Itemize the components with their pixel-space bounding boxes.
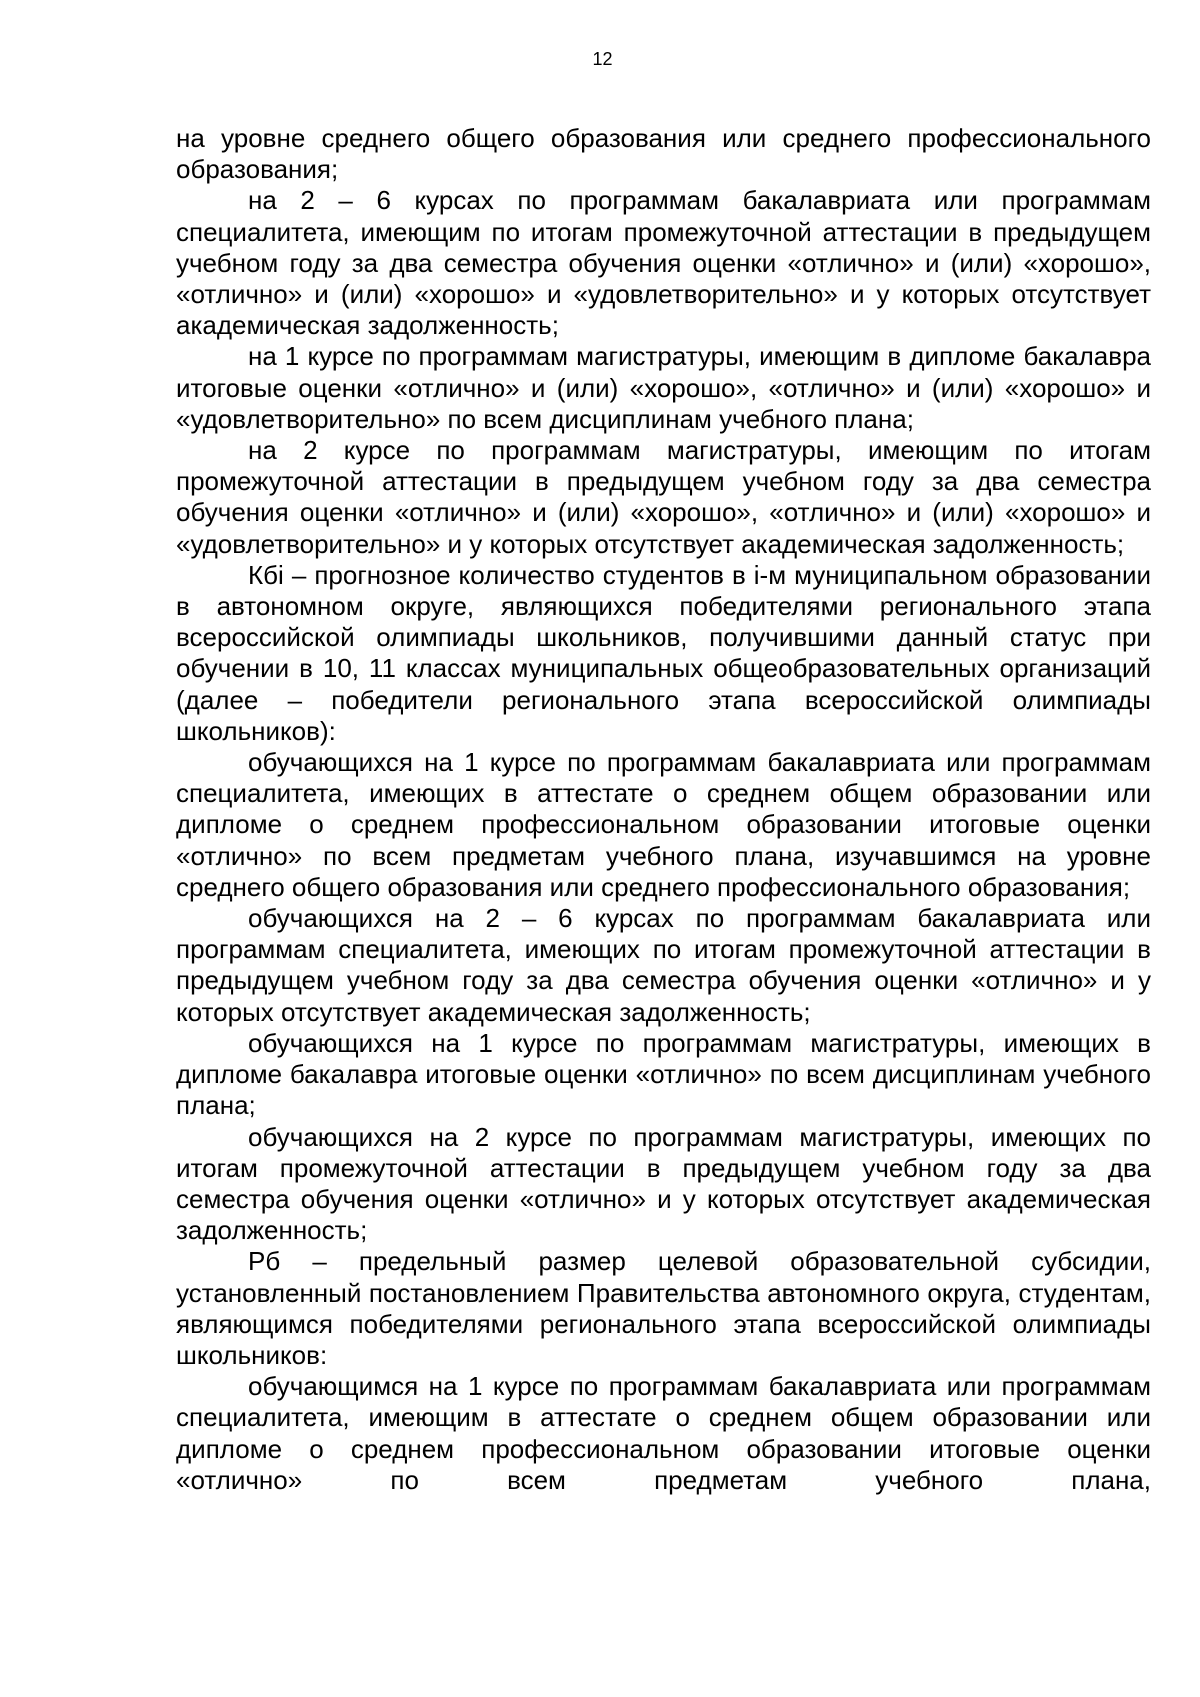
paragraph: на уровне среднего общего образования или среднего профессионального образования; xyxy=(176,123,1151,185)
document-body xyxy=(176,123,1151,1496)
paragraph: обучающихся на 1 курсе по программам бакалавриата или программам специалитета, имеющих в аттестате о среднем общем образовании или дипломе о среднем профессиональном образовании итоговые оценки «отлично» по всем предметам учебного плана, изучавшимся на уровне среднего общего образования или среднего профессионального образования; xyxy=(176,747,1151,902)
paragraph: обучающихся на 2 – 6 курсах по программам бакалавриата или программам специалитета, имеющих по итогам промежуточной аттестации в предыдущем учебном году за два семестра обучения оценки «отлично» и у которых отсутствует академическая задолженность; xyxy=(176,903,1151,1027)
paragraph: Кбi – прогнозное количество студентов в i-м муниципальном образовании в автономном округе, являющихся победителями регионального этапа всероссийской олимпиады школьников, получившими данный статус при обучении в 10, 11 классах муниципальных общеобразовательных организаций (далее – победители регионального этапа всероссийской олимпиады школьников): xyxy=(176,559,1151,746)
paragraph: обучающихся на 1 курсе по программам магистратуры, имеющих в дипломе бакалавра итоговые оценки «отлично» по всем дисциплинам учебного плана; xyxy=(176,1027,1151,1121)
paragraph: на 2 курсе по программам магистратуры, имеющим по итогам промежуточной аттестации в предыдущем учебном году за два семестра обучения оценки «отлично» и (или) «хорошо», «отлично» и (или) «хорошо» и «удовлетворительно» и у которых отсутствует академическая задолженность; xyxy=(176,435,1151,559)
paragraph: обучающимся на 1 курсе по программам бакалавриата или программам специалитета, имеющим в аттестате о среднем общем образовании или дипломе о среднем профессиональном образовании итоговые оценки «отлично» по всем предметам учебного плана, xyxy=(176,1371,1151,1495)
paragraph: Рб – предельный размер целевой образовательной субсидии, установленный постановлением Правительства автономного округа, студентам, являющимся победителями регионального этапа всероссийской олимпиады школьников: xyxy=(176,1246,1151,1370)
page-number: 12 xyxy=(592,49,613,69)
paragraph: обучающихся на 2 курсе по программам магистратуры, имеющих по итогам промежуточной аттестации в предыдущем учебном году за два семестра обучения оценки «отлично» и у которых отсутствует академическая задолженность; xyxy=(176,1121,1151,1246)
paragraph: на 1 курсе по программам магистратуры, имеющим в дипломе бакалавра итоговые оценки «отлично» и (или) «хорошо», «отлично» и (или) «хорошо» и «удовлетворительно» по всем дисциплинам учебного плана; xyxy=(176,341,1151,434)
paragraph: на 2 – 6 курсах по программам бакалавриата или программам специалитета, имеющим по итогам промежуточной аттестации в предыдущем учебном году за два семестра обучения оценки «отлично» и (или) «хорошо», «отлично» и (или) «хорошо» и «удовлетворительно» и у которых отсутствует академическая задолженность; xyxy=(176,185,1151,341)
